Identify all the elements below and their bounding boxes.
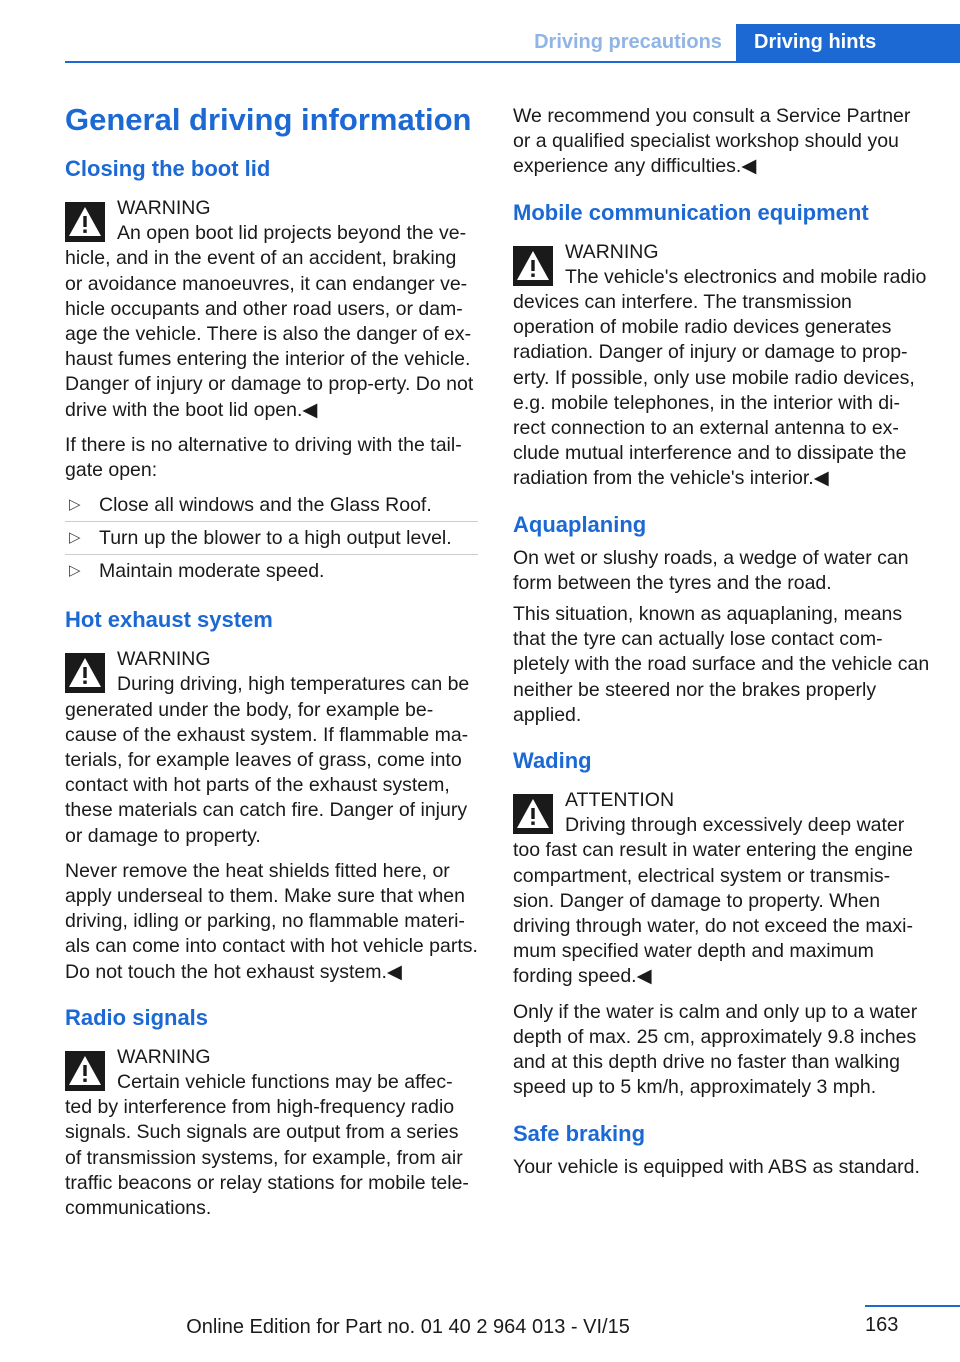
warning-boot-lid [65, 190, 478, 423]
bullet-list [65, 489, 478, 587]
heading-wading: Wading [513, 748, 592, 774]
heading-safe-braking: Safe braking [513, 1120, 646, 1146]
warning-label: WARNING [117, 197, 211, 219]
heading-mobile-communication: Mobile communication equipment [513, 199, 869, 225]
list-item: ▷ Turn up the blower to a high output level. [65, 522, 478, 555]
attention-wading [513, 782, 931, 990]
edition-note [0, 1316, 960, 1339]
header-section-tab: Driving precautions [534, 31, 722, 53]
paragraph-heat-shields: Never remove the heat shields fitted here, or apply underseal to them. Make sure that when driving, idling or parking, no flammable materi-als can come into contact with hot vehicle parts. Do not touch the hot exhaust system.◀ [65, 859, 478, 983]
attention-label: ATTENTION [565, 789, 675, 812]
warning-radio [65, 1039, 478, 1221]
left-column [65, 100, 478, 1231]
triangle-bullet-icon: ▷ [69, 529, 81, 547]
edition-text: Online Edition for Part no. 01 40 2 964 013 - VI/15 [186, 1316, 630, 1338]
paragraph-radio-continued: We recommend you consult a Service Partner or a qualified specialist workshop should you experience any difficulties.◀ [513, 105, 911, 178]
page-number: 163 [865, 1314, 899, 1336]
page-title: General driving information [65, 102, 472, 137]
warning-label: WARNING [117, 648, 211, 671]
paragraph-wading-depth: Only if the water is calm and only up to a water depth of max. 25 cm, approximately 9.8 inches and at this depth drive no faster than walking speed up to 5 km/h, approximately 3 mph. [513, 1000, 918, 1099]
header-rule [65, 61, 960, 63]
warning-text: An open boot lid projects beyond the ve-hicle, and in the event of an accident, braking or avoidance manoeuvres, it can endanger ve-hicle occupants and other road users, or dam-age the vehicle. There is also the danger of ex-haust fumes entering the interior of the vehicle. Danger of injury or damage to prop-erty. Do not drive with the boot lid open.◀ [65, 222, 474, 421]
warning-label: WARNING [117, 1045, 211, 1068]
heading-hot-exhaust: Hot exhaust system [65, 607, 273, 633]
paragraph-tailgate-intro: If there is no alternative to driving with the tail-gate open: [65, 433, 462, 482]
warning-triangle-icon [513, 794, 553, 834]
warning-text: During driving, high temperatures can be generated under the body, for example be-cause of the exhaust system. If flammable ma-terials, for example leaves of grass, come into contact with hot parts of the exhaust system, these materials can catch fire. Danger of injury or damage to property. [65, 673, 470, 847]
warning-triangle-icon [513, 246, 553, 286]
header-active-tab: Driving hints [736, 24, 960, 61]
paragraph-aquaplaning-2: This situation, known as aquaplaning, means that the tyre can actually lose contact com-pletely with the road surface and the vehicle can neither be steered nor the brakes properly applied. [513, 603, 930, 726]
warning-text: The vehicle's electronics and mobile radio devices can interfere. The transmission operation of mobile radio devices generates radiation. Danger of injury or damage to prop-erty. If possible, only use mobile radio devices, e.g. mobile telephones, in the interior with di-rect connection to an external antenna to ex-clude mutual interference and to dissipate the radiation from the vehicle's interior.◀ [513, 265, 927, 490]
warning-triangle-icon [65, 202, 105, 242]
paragraph-abs: Your vehicle is equipped with ABS as standard. [513, 1155, 920, 1178]
heading-aquaplaning: Aquaplaning [513, 511, 647, 537]
triangle-bullet-icon: ▷ [69, 496, 81, 514]
right-column [513, 104, 931, 1186]
heading-closing-boot-lid: Closing the boot lid [65, 156, 271, 181]
warning-exhaust [65, 641, 478, 849]
list-item: ▷ Close all windows and the Glass Roof. [65, 489, 478, 522]
warning-mobile [513, 234, 931, 492]
footer-rule [865, 1305, 960, 1307]
warning-triangle-icon [65, 653, 105, 693]
warning-label: WARNING [565, 240, 659, 263]
heading-radio-signals: Radio signals [65, 1004, 209, 1030]
attention-text: Driving through excessively deep water too fast can result in water entering the engine compartment, electrical system or transmis-sion. Danger of damage to property. When driving through water, do not exceed the maxi-mum specified water depth and maximum fording speed.◀ [513, 814, 913, 988]
warning-triangle-icon [65, 1051, 105, 1091]
triangle-bullet-icon: ▷ [69, 562, 81, 580]
warning-text: Certain vehicle functions may be affec-ted by interference from high-frequency radio signals. Such signals are output from a series of transmission systems, for example, from air traffic beacons or relay stations for mobile tele-communications. [65, 1071, 469, 1220]
paragraph-aquaplaning-1: On wet or slushy roads, a wedge of water can form between the tyres and the road. [513, 546, 909, 594]
list-item: ▷ Maintain moderate speed. [65, 555, 478, 587]
